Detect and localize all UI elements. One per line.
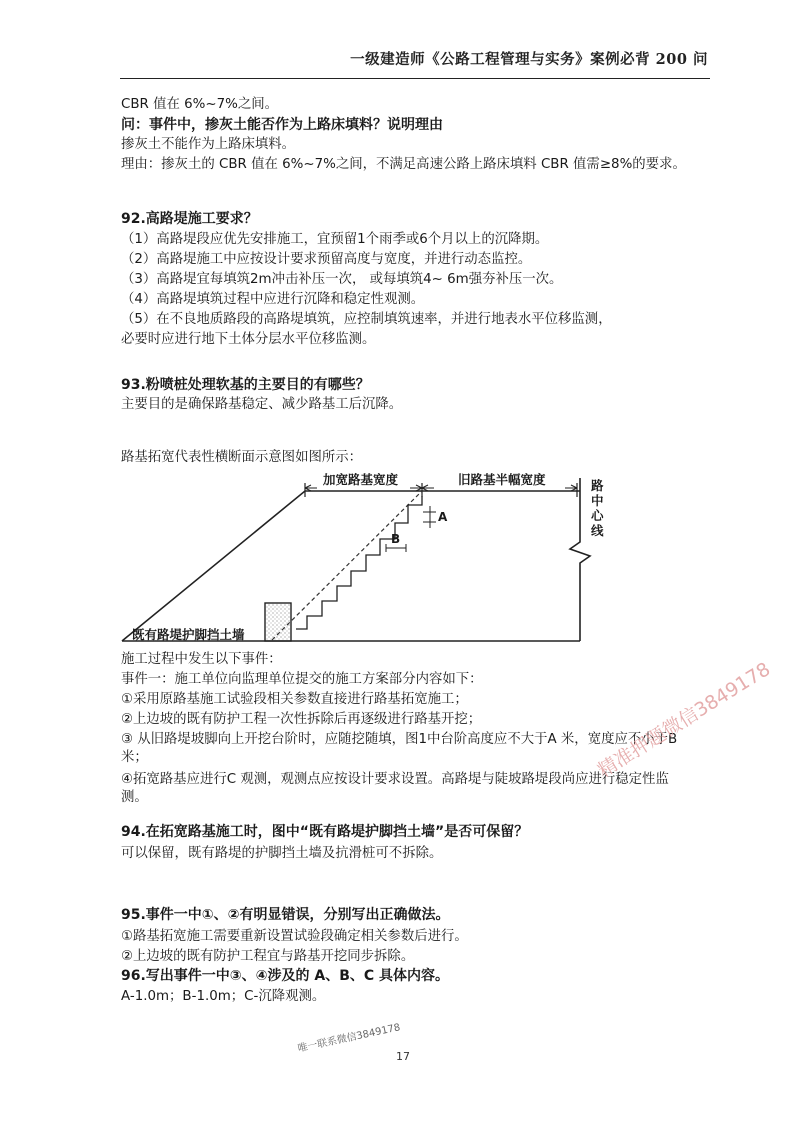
text-line: ②上边坡的既有防护工程一次性拆除后再逐级进行路基开挖； [121, 712, 482, 727]
text-line: 施工过程中发生以下事件： [121, 652, 282, 667]
label-step-height: A [438, 510, 448, 524]
question-heading: 问：事件中，掺灰土能否作为上路床填料？说明理由 [121, 117, 443, 133]
text-line: 事件一：施工单位向监理单位提交的施工方案部分内容如下： [121, 672, 483, 687]
label-centerline: 路中心线 [591, 478, 604, 538]
text-line: 掺灰土不能作为上路床填料。 [121, 137, 296, 152]
diagram-intro: 路基拓宽代表性横断面示意图如图所示： [121, 450, 363, 465]
widened-slope-line [122, 491, 580, 641]
text-line: 可以保留，既有路堤的护脚挡土墙及抗滑桩可不拆除。 [121, 846, 443, 861]
text-line: ③ 从旧路堤坡脚向上开挖台阶时，应随挖随填，图1中台阶高度应不大于A 米，宽度应不小于B米； [121, 732, 678, 765]
text-line: 理由：掺灰土的 CBR 值在 6%~7%之间，不满足高速公路上路床填料 CBR 值需≥8%的要求。 [121, 157, 686, 172]
text-line: A-1.0m；B-1.0m；C-沉降观测。 [121, 989, 326, 1004]
text-line: 主要目的是确保路基稳定、减少路基工后沉降。 [121, 397, 403, 412]
label-step-width: B [391, 532, 401, 546]
label-widen-width: 加宽路基宽度 [323, 472, 399, 487]
centerline-mark [570, 478, 590, 641]
text-line: ②上边坡的既有防护工程宜与路基开挖同步拆除。 [121, 949, 415, 964]
question-heading: 93.粉喷桩处理软基的主要目的有哪些？ [121, 377, 370, 393]
retaining-wall [265, 603, 291, 641]
question-heading: 96.写出事件一中③、④涉及的 A、B、C 具体内容。 [121, 968, 450, 984]
label-retaining-wall: 既有路堤护脚挡土墙 [132, 627, 245, 642]
text-line: 必要时应进行地下土体分层水平位移监测。 [121, 332, 376, 347]
watermark-text: 精准押题微信3849178 [594, 658, 775, 783]
text-line: （4）高路堤填筑过程中应进行沉降和稳定性观测。 [121, 292, 425, 307]
old-slope-dashed [272, 491, 422, 640]
excavation-steps [296, 496, 422, 629]
text-line: （1）高路堤段应优先安排施工，宜预留1个雨季或6个月以上的沉降期。 [121, 232, 549, 247]
text-line: ④拓宽路基应进行C 观测，观测点应按设计要求设置。高路堤与陡坡路堤段尚应进行稳定性监测。 [121, 772, 669, 805]
text-line: ①采用原路基施工试验段相关参数直接进行路基拓宽施工； [121, 692, 468, 707]
footer-watermark: 唯一联系微信3849178 [296, 1022, 402, 1055]
text-line: ①路基拓宽施工需要重新设置试验段确定相关参数后进行。 [121, 929, 468, 944]
page-number: 17 [396, 1050, 410, 1063]
text-line: （5）在不良地质路段的高路堤填筑，应控制填筑速率，并进行地表水平位移监测， [121, 312, 612, 327]
text-line: （3）高路堤宜每填筑2m冲击补压一次， 或每填筑4~ 6m强夯补压一次。 [121, 272, 563, 287]
question-heading: 95.事件一中①、②有明显错误，分别写出正确做法。 [121, 907, 450, 923]
text-line: （2）高路堤施工中应按设计要求预留高度与宽度，并进行动态监控。 [121, 252, 532, 267]
text-line: CBR 值在 6%~7%之间。 [121, 97, 279, 112]
label-old-half-width: 旧路基半幅宽度 [458, 472, 546, 487]
page-header-title: 一级建造师《公路工程管理与实务》案例必背 200 问 [350, 51, 708, 68]
question-heading: 94.在拓宽路基施工时，图中“既有路堤护脚挡土墙”是否可保留？ [121, 824, 529, 840]
question-heading: 92.高路堤施工要求？ [121, 211, 258, 227]
